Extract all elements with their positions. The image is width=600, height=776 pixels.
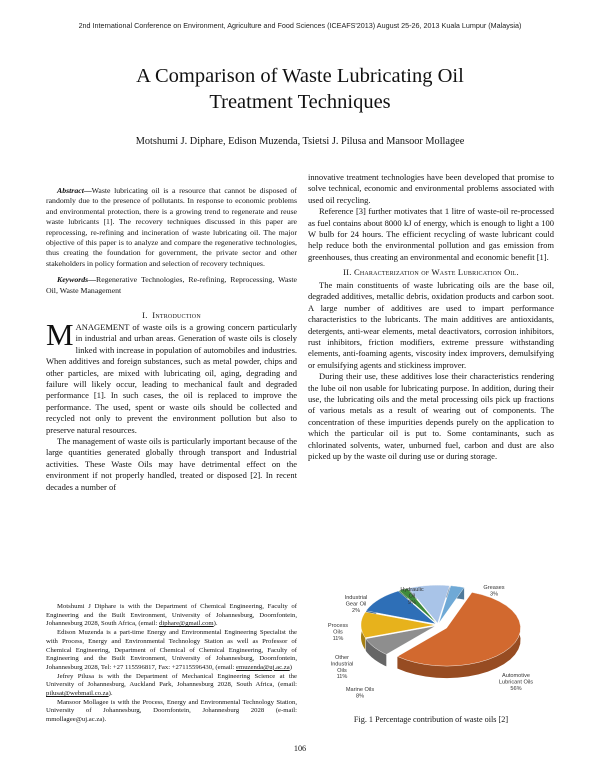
- intro-paragraph-2: The management of waste oils is particularly important because of the large quantities generated globally through transport and Industrial activities. These Waste Oils may have detrimental effect on the environment if not properly handled, treated or disposed [2]. In recent decades a number of: [46, 436, 297, 492]
- footnote-tail: ): [289, 663, 292, 671]
- footnote-email-link[interactable]: pilusat@webmail.co.za: [46, 690, 109, 698]
- footnote: [46, 629, 297, 673]
- title-line-1: A Comparison of Waste Lubricating Oil: [136, 65, 464, 87]
- section-2-paragraph-2: During their use, these additives lose their characteristics rendering the lube oil non usable for lubricating purpose. In addition, during their use, the lubricating oils and the metal processing oils pick up fractions of various metals as a result of wearing out of components. The concentration of these impurities depends purely on the application to which the particular oil is put to. Some contaminants, such as chlorinated solvents, water, unburned fuel, carbon and dust are also picked up by the waste oil during use or during storage.: [308, 371, 554, 462]
- footnote-email-link[interactable]: diphare@gmail.com: [159, 620, 214, 628]
- right-column-intro: [308, 172, 554, 263]
- footnote-text: Jefrey Pilusa is with the Department of Mechanical Engineering Science at the University of Johannesburg, Auckland Park, Johannesburg 2028, South Africa, (email:: [46, 672, 297, 689]
- intro-paragraph-continued: innovative treatment technologies have been developed that promise to solve technical, economic and environmental problems associated with used oil recycling.: [308, 172, 554, 205]
- introduction-body: [46, 317, 297, 493]
- pie-label-4: Industrial Gear Oil 2%: [344, 595, 368, 614]
- footnote-tail: ).: [213, 620, 218, 628]
- keywords-text: Regenerative Technologies, Re-refining, Reprocessing, Waste Oil, Waste Management: [46, 275, 297, 295]
- footnote-text: Mansoor Mollagee is with the Process, Energy and Environmental Technology Station, University of Johannesburg, Doornfontein, Johannesburg 2028 (e-mail: mmollagee@uj.ac.za).: [46, 698, 297, 724]
- section-2-body: [308, 280, 554, 463]
- footnote-tail: ).: [108, 690, 113, 698]
- keywords: [46, 275, 297, 296]
- pie-label-3: Process Oils 11%: [327, 623, 349, 642]
- pie-label-6: Greases 3%: [483, 585, 505, 598]
- section-1-title: Introduction: [152, 310, 201, 320]
- abstract-label: Abstract: [57, 186, 84, 195]
- abstract-dash: —: [83, 186, 92, 195]
- intro-paragraph-1: ANAGEMENT of waste oils is a growing concern particularly in industrial and urban areas. Generation of waste oils is closely linked with increase in population of automobiles and industries. When additives and foreign substances, such as metal powder, chips and other particles, are mixed with lubricating oil, aging, degrading and failure will likely occur, leading to mechanical fault and degraded performance [1]. In such cases, the oil is replaced to improve the performance. The used, spent or waste oils should be collected and recycled not only to prevent the environment pollution but also to preserve natural resources.: [46, 322, 297, 435]
- author-list: Motshumi J. Diphare, Edison Muzenda, Tsietsi J. Pilusa and Mansoor Mollagee: [135, 136, 465, 147]
- footnote: [46, 673, 297, 699]
- footnote-text: Motshumi J Diphare is with the Department of Chemical Engineering, Faculty of Engineering and the Built Environment, University of Johannesburg, Doornfontein, Johannesburg 2028, South Africa, (email:: [46, 603, 297, 628]
- pie-label-0: Automotive Lubricant Oils 56%: [498, 673, 534, 692]
- section-2-number: II.: [343, 267, 352, 277]
- section-1-heading: [46, 310, 297, 320]
- pie-label-1: Marine Oils 8%: [345, 687, 375, 700]
- paper-title: [60, 63, 540, 115]
- pie-label-2: Other Industrial Oils 11%: [330, 655, 354, 681]
- page-number: 106: [293, 744, 307, 753]
- conference-header: 2nd International Conference on Environment, Agriculture and Food Sciences (ICEAFS'2013) August 25-26, 2013 Kuala Lumpur (Malaysia): [78, 21, 522, 30]
- figure-caption: Fig. 1 Percentage contribution of waste oils [2]: [353, 715, 509, 724]
- footnote-email-link[interactable]: emuzenda@uj.ac.za: [236, 663, 290, 671]
- intro-paragraph-3: Reference [3] further motivates that 1 litre of waste-oil re-processed as fuel contains about 8000 kJ of energy, which is enough to light a 100 W bulb for 24 hours. The efficient recycling of waste lubricant could help reduce both the environmental pollution and gas emission from greenhouses, thus creating an environmental and economic benefit [1].: [308, 206, 554, 262]
- section-2-heading: [308, 267, 554, 277]
- footnote: [46, 699, 297, 725]
- section-2-title: Characterization of Waste Lubrication Oil.: [353, 267, 519, 277]
- section-2-paragraph-1: The main constituents of waste lubricating oils are the base oil, degraded additives, metallic debris, oxidation products and carbon soot. A large number of additives are used to impart performance characteristics to the lubricants. The main additives are antioxidants, detergents, anti-wear elements, metal deactivators, corrosion inhibitors, rust inhibitors, friction modifiers, extreme pressure withstanding elements, anti-foaming agents, viscosity index improvers, demulsifying or emulsifying agents and stickiness improver.: [308, 280, 554, 370]
- section-1-number: I.: [142, 310, 148, 320]
- pie-label-5: Hydraulic Oil 9%: [400, 587, 424, 606]
- abstract: [46, 186, 297, 269]
- waste-oil-pie-chart: [326, 545, 558, 710]
- keywords-label: Keywords: [57, 275, 89, 284]
- footnote-text: Edison Muzenda is a part-time Energy and Environmental Engineering Specialist the with Process, Energy and Environmental Technology Station as well as Professor of Chemical Engineering, Department of Chemical of Chemical Engineering, Faculty of Engineering and the Built Environment, University of Johannesburg, Doornfontein, Johannesburg 2028, Tel: +27 115596817, Fax: +27115596430, (email:: [46, 629, 297, 671]
- keywords-dash: —: [88, 275, 96, 284]
- author-footnotes: [46, 603, 297, 725]
- abstract-text: Waste lubricating oil is a resource that cannot be disposed of randomly due to the presence of pollutants. In response to economic problems and environmental protection, there is a growing trend to regenerate and reuse waste lubricants [1]. The recovery techniques discussed in this paper are reprocessing, re-refining and incineration of waste lubricating oil. The major objective of this paper is to analyze and compare the regenerative technologies, thus creating the foundation for government, the private sector and other stakeholders in policy formation and selection of recovery techniques.: [46, 186, 297, 268]
- title-line-2: Treatment Techniques: [209, 91, 391, 113]
- footnote: [46, 603, 297, 629]
- drop-cap: M: [46, 317, 74, 352]
